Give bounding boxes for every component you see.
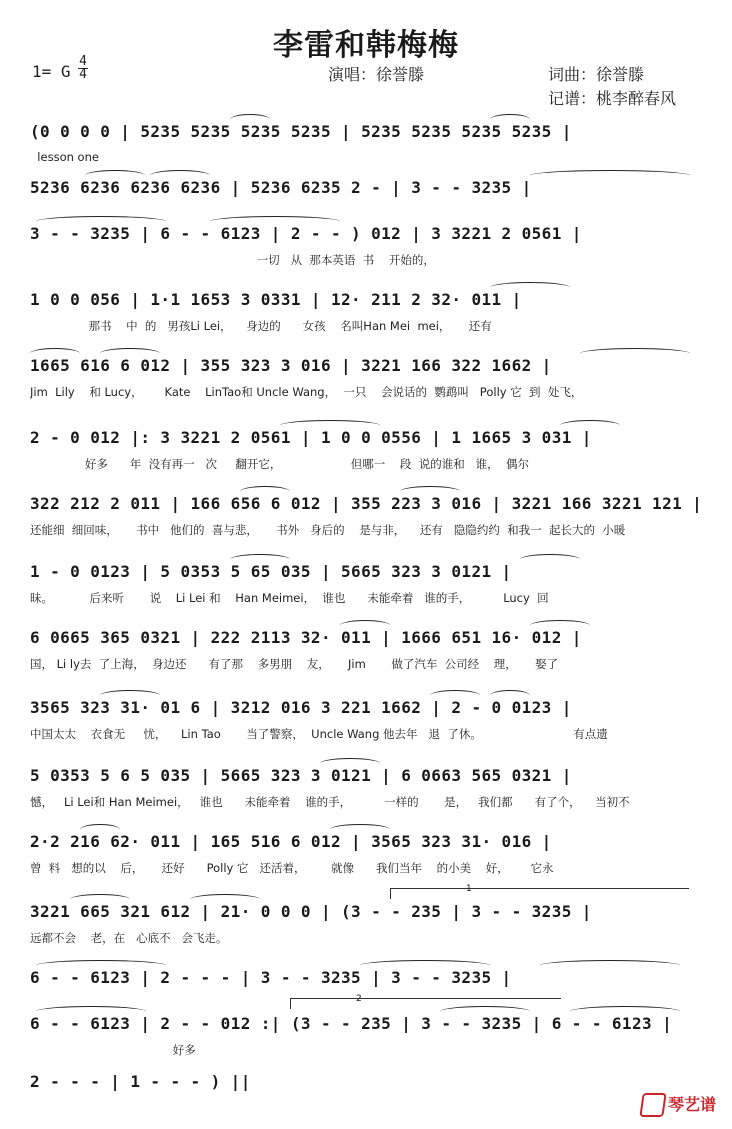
volta-first-ending — [390, 888, 689, 899]
score-line-10 — [0, 688, 732, 752]
slur — [540, 960, 680, 971]
watermark — [641, 1092, 716, 1118]
lyrics: 远都不会 老，在 心底不 会飞走。 — [30, 931, 228, 945]
notes: 5236 6236 6236 6236 | 5236 6235 2 - | 3 - - 3235 | — [30, 178, 532, 197]
score-line-6 — [0, 418, 732, 482]
slur — [430, 690, 480, 701]
slur — [340, 620, 390, 631]
score-line-16 — [0, 1062, 732, 1126]
notes: (0 0 0 0 | 5235 5235 5235 5235 | 5235 5235 5235 5235 | — [30, 122, 572, 141]
score-line-4 — [0, 280, 732, 344]
score-line-9 — [0, 618, 732, 682]
slur — [520, 554, 580, 565]
notes: 322 212 2 011 | 166 656 6 012 | 355 223 3 016 | 3221 166 3221 121 | — [30, 494, 702, 513]
time-signature-top: 4 — [79, 54, 87, 69]
lyrics: 中国太太 衣食无 忧， Lin Tao 当了警察， Uncle Wang 他去年 退 了休。 有点遗 — [30, 727, 608, 741]
notes: 6 0665 365 0321 | 222 2113 32· 011 | 1666 651 16· 012 | — [30, 628, 582, 647]
slur — [240, 486, 290, 497]
lyrics: 好多 — [30, 1043, 196, 1057]
slur — [30, 348, 80, 359]
qinyipu-logo-icon — [639, 1093, 666, 1117]
slur — [210, 216, 340, 227]
slur — [530, 620, 590, 631]
score-line-12 — [0, 822, 732, 886]
slur — [490, 282, 570, 293]
score-line-5 — [0, 346, 732, 410]
notes: 1 0 0 056 | 1·1 1653 3 0331 | 12· 211 2 32· 011 | — [30, 290, 522, 309]
slur — [70, 894, 130, 905]
lyrics: 还能细 细回味， 书中 他们的 喜与悲， 书外 身后的 是与非， 还有 隐隐约约 和我一 起长大的 小暖 — [30, 523, 626, 537]
lyrics: 憾， Li Lei和 Han Meimei， 谁也 未能牵着 谁的手， 一样的 是， 我们都 有了个， 当初不 — [30, 795, 630, 809]
time-signature-bottom: 4 — [79, 67, 87, 82]
slur — [80, 824, 120, 835]
slur — [330, 824, 390, 835]
score-line-15 — [0, 994, 732, 1068]
song-title: 李雷和韩梅梅 — [273, 28, 459, 63]
slur — [320, 758, 380, 769]
slur — [36, 960, 166, 971]
slur — [85, 170, 145, 181]
slur — [570, 1006, 680, 1017]
notes: 6 - - 6123 | 2 - - 012 :| (3 - - 235 | 3 - - 3235 | 6 - - 6123 | — [30, 1014, 673, 1033]
volta-first-number: 1 — [466, 884, 472, 894]
watermark-text: 琴艺谱 — [667, 1094, 716, 1114]
slur — [230, 114, 270, 125]
slur — [530, 170, 690, 181]
notes: 3565 323 31· 01 6 | 3212 016 3 221 1662 | 2 - 0 0123 | — [30, 698, 572, 717]
notes: 1 - 0 0123 | 5 0353 5 65 035 | 5665 323 3 0121 | — [30, 562, 512, 581]
notes: 2·2 216 62· 011 | 165 516 6 012 | 3565 323 31· 016 | — [30, 832, 552, 851]
slur — [280, 420, 380, 431]
notes: 2 - - - | 1 - - - ) || — [30, 1072, 251, 1091]
slur — [36, 1006, 146, 1017]
transcriber-credit: 记谱：桃李醉春风 — [548, 89, 677, 108]
slur — [150, 170, 210, 181]
notes: 1665 616 6 012 | 355 323 3 016 | 3221 166 322 1662 | — [30, 356, 552, 375]
lyrics: lesson one — [30, 150, 99, 164]
slur — [100, 348, 160, 359]
slur — [400, 486, 460, 497]
key-signature: 1= G — [32, 62, 71, 81]
score-line-11 — [0, 756, 732, 820]
slur — [360, 960, 490, 971]
slur — [190, 894, 260, 905]
slur — [490, 114, 530, 125]
lyrics: 一切 从 那本英语 书 开始的， — [30, 253, 435, 267]
composer-credit: 词曲：徐誉滕 — [548, 65, 645, 84]
slur — [100, 690, 160, 701]
lyrics: 曾 料 想的以 后， 还好 Polly 它 还活着， 就像 我们当年 的小美 好， 它永 — [30, 861, 554, 875]
lyrics: 好多 年 没有再一 次 翻开它， 但哪一 段 说的谁和 谁， 偶尔 — [30, 457, 529, 471]
slur — [230, 554, 290, 565]
notes: 3221 665 321 612 | 21· 0 0 0 | (3 - - 235 | 3 - - 3235 | — [30, 902, 592, 921]
lyrics: 那书 中 的 男孩Li Lei， 身边的 女孩 名叫Han Mei mei， 还有 — [30, 319, 492, 333]
score-line-7 — [0, 484, 732, 548]
slur — [560, 420, 620, 431]
singer-credit: 演唱：徐誉滕 — [328, 65, 425, 84]
lyrics: 国， Li ly去 了上海， 身边还 有了那 多男朋 友， Jim 做了汽车 公司经 理， 娶了 — [30, 657, 559, 671]
slur — [580, 348, 690, 359]
time-signature — [78, 56, 88, 81]
volta-second-ending — [290, 998, 561, 1009]
notes: 5 0353 5 6 5 035 | 5665 323 3 0121 | 6 0663 565 0321 | — [30, 766, 572, 785]
score-line-3 — [0, 214, 732, 278]
volta-second-number: 2 — [356, 994, 362, 1004]
score-line-13 — [0, 884, 732, 956]
score-line-8 — [0, 552, 732, 616]
slur — [36, 216, 166, 227]
lyrics: 昧。 后来听 说 Li Lei 和 Han Meimei， 谁也 未能牵着 谁的手， Lucy 回 — [30, 591, 549, 605]
notes: 3 - - 3235 | 6 - - 6123 | 2 - - ) 012 | 3 3221 2 0561 | — [30, 224, 582, 243]
score-line-1 — [0, 112, 732, 176]
notes: 2 - 0 012 |: 3 3221 2 0561 | 1 0 0 0556 | 1 1665 3 031 | — [30, 428, 592, 447]
slur — [490, 690, 530, 701]
lyrics — [30, 1100, 702, 1118]
lyrics: Jim Lily 和 Lucy， Kate LinTao和 Uncle Wang， 一只 会说话的 鹦鹉叫 Polly 它 到 处飞， — [30, 385, 583, 399]
notes: 6 - - 6123 | 2 - - - | 3 - - 3235 | 3 - - 3235 | — [30, 968, 512, 987]
